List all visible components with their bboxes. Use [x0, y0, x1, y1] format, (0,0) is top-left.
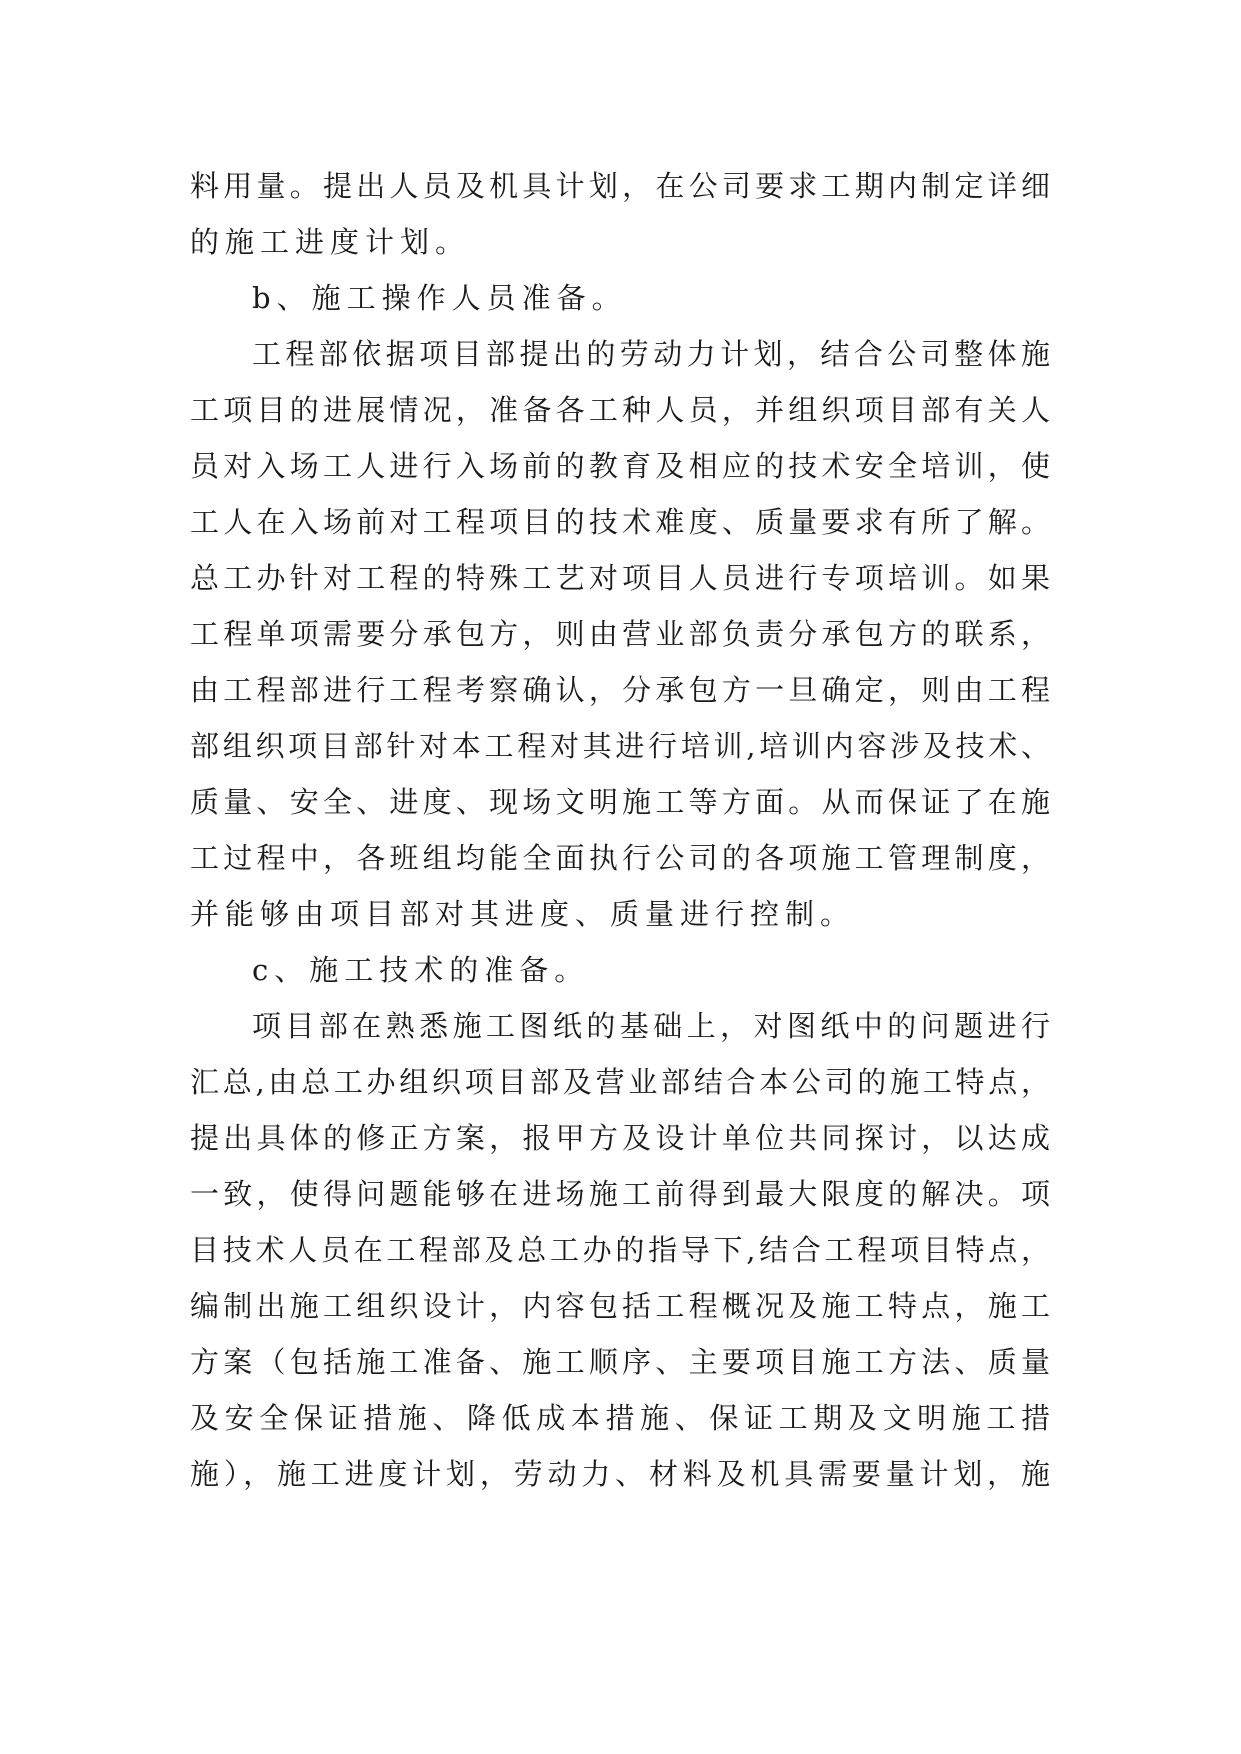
text-line: 并能够由项目部对其进度、质量进行控制。 — [190, 897, 856, 931]
paragraph-first-line: 项目部在熟悉施工图纸的基础上，对图纸中的问题进行 — [252, 1009, 1050, 1043]
text-line: 总工办针对工程的特殊工艺对项目人员进行专项培训。如果 — [190, 561, 1050, 595]
text-line: 料用量。提出人员及机具计划，在公司要求工期内制定详细 — [190, 169, 1050, 203]
text-line: 工人在入场前对工程项目的技术难度、质量要求有所了解。 — [190, 505, 1050, 539]
section-heading: c、施工技术的准备。 — [252, 953, 590, 987]
text-line: 工程单项需要分承包方，则由营业部负责分承包方的联系， — [190, 617, 1050, 651]
text-line: 目技术人员在工程部及总工办的指导下,结合工程项目特点， — [190, 1233, 1050, 1267]
section-heading: b、施工操作人员准备。 — [252, 281, 627, 315]
text-line: 编制出施工组织设计，内容包括工程概况及施工特点，施工 — [190, 1289, 1050, 1323]
text-line: 方案（包括施工准备、施工顺序、主要项目施工方法、质量 — [190, 1345, 1050, 1379]
text-line: 工项目的进展情况，准备各工种人员，并组织项目部有关人 — [190, 393, 1050, 427]
text-line: 员对入场工人进行入场前的教育及相应的技术安全培训，使 — [190, 449, 1050, 483]
text-line: 工过程中，各班组均能全面执行公司的各项施工管理制度， — [190, 841, 1050, 875]
document-body — [190, 158, 1050, 1502]
text-line: 质量、安全、进度、现场文明施工等方面。从而保证了在施 — [190, 785, 1050, 819]
text-line: 施），施工进度计划，劳动力、材料及机具需要量计划，施 — [190, 1457, 1050, 1491]
text-line: 的施工进度计划。 — [190, 225, 471, 259]
paragraph-first-line: 工程部依据项目部提出的劳动力计划，结合公司整体施 — [252, 337, 1050, 371]
text-line: 汇总,由总工办组织项目部及营业部结合本公司的施工特点， — [190, 1065, 1050, 1099]
text-line: 提出具体的修正方案，报甲方及设计单位共同探讨，以达成 — [190, 1121, 1050, 1155]
text-line: 一致，使得问题能够在进场施工前得到最大限度的解决。项 — [190, 1177, 1050, 1211]
text-line: 及安全保证措施、降低成本措施、保证工期及文明施工措 — [190, 1401, 1050, 1435]
text-line: 由工程部进行工程考察确认，分承包方一旦确定，则由工程 — [190, 673, 1050, 707]
text-line: 部组织项目部针对本工程对其进行培训,培训内容涉及技术、 — [190, 729, 1050, 763]
